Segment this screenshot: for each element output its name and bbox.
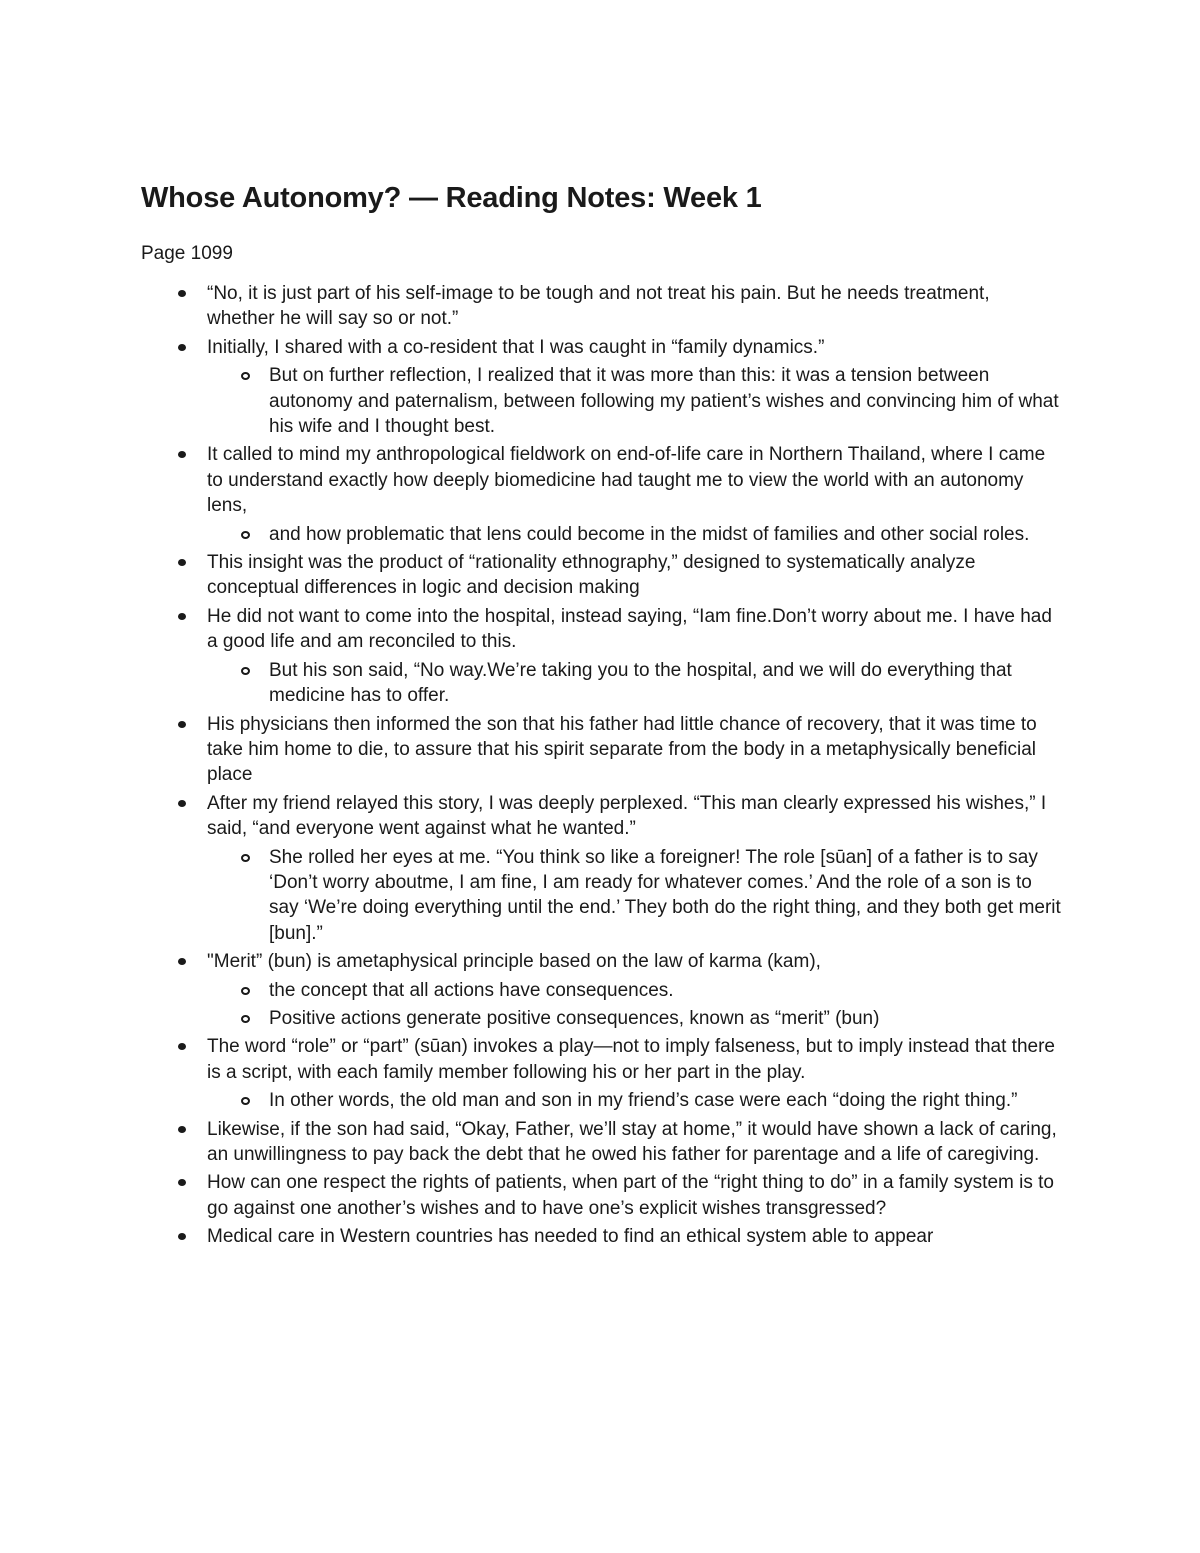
document-page — [141, 178, 1061, 1253]
sub-note-item: and how problematic that lens could become in the midst of families and other social roles. — [269, 522, 1061, 547]
note-text: Initially, I shared with a co-resident that I was caught in “family dynamics.” — [207, 336, 825, 358]
sub-note-item: the concept that all actions have consequences. — [269, 978, 1061, 1003]
sub-note-item: But on further reflection, I realized that it was more than this: it was a tension between autonomy and paternalism, between following my patient’s wishes and convincing him of what his wife and I thought best. — [269, 363, 1061, 439]
note-text: It called to mind my anthropological fieldwork on end-of-life care in Northern Thailand, where I came to understand exactly how deeply biomedicine had taught me to view the world with an autonomy lens, — [207, 444, 1046, 517]
note-item — [207, 712, 1061, 788]
page-number-label: Page 1099 — [141, 243, 233, 264]
note-text: After my friend relayed this story, I was deeply perplexed. “This man clearly expressed his wishes,” I said, “and everyone went against what he wanted.” — [207, 792, 1047, 840]
note-item — [207, 791, 1061, 946]
sub-note-list — [207, 522, 1061, 547]
note-item — [207, 949, 1061, 1031]
note-item — [207, 1117, 1061, 1168]
sub-note-list — [207, 363, 1061, 439]
note-text: Medical care in Western countries has needed to find an ethical system able to appear — [207, 1226, 934, 1248]
note-text: This insight was the product of “rationality ethnography,” designed to systematically analyze conceptual differences in logic and decision making — [207, 552, 976, 599]
note-text: "Merit” (bun) is ametaphysical principle based on the law of karma (kam), — [207, 951, 821, 973]
note-item — [207, 335, 1061, 440]
note-item — [207, 281, 1061, 332]
note-item — [207, 1034, 1061, 1113]
sub-note-list — [207, 658, 1061, 709]
sub-note-item: But his son said, “No way.We’re taking you to the hospital, and we will do everything that medicine has to offer. — [269, 658, 1061, 709]
sub-note-item: Positive actions generate positive consequences, known as “merit” (bun) — [269, 1006, 1061, 1031]
sub-note-list — [207, 845, 1061, 947]
note-item — [207, 550, 1061, 601]
note-text: Likewise, if the son had said, “Okay, Father, we’ll stay at home,” it would have shown a lack of caring, an unwillingness to pay back the debt that he owed his father for parentage and a life of caregiving. — [207, 1118, 1057, 1165]
note-item — [207, 442, 1061, 547]
reading-notes-list — [141, 281, 1061, 1250]
note-item — [207, 604, 1061, 709]
sub-note-list — [207, 978, 1061, 1032]
note-item — [207, 1224, 1061, 1249]
note-text: He did not want to come into the hospital, instead saying, “Iam fine.Don’t worry about me. I have had a good life and am reconciled to this. — [207, 605, 1052, 653]
document-title: Whose Autonomy? — Reading Notes: Week 1 — [141, 182, 762, 214]
note-text: “No, it is just part of his self-image to be tough and not treat his pain. But he needs treatment, whether he will say so or not.” — [207, 283, 990, 330]
sub-note-item: In other words, the old man and son in my friend’s case were each “doing the right thing.” — [269, 1088, 1061, 1113]
note-text: How can one respect the rights of patients, when part of the “right thing to do” in a family system is to go against one another’s wishes and to have one’s explicit wishes transgressed? — [207, 1172, 1054, 1219]
note-text: The word “role” or “part” (sūan) invokes a play—not to imply falseness, but to imply instead that there is a script, with each family member following his or her part in the play. — [207, 1036, 1055, 1083]
note-item — [207, 1170, 1061, 1221]
note-text: His physicians then informed the son that his father had little chance of recovery, that it was time to take him home to die, to assure that his spirit separate from the body in a metaphysically beneficial place — [207, 713, 1037, 786]
sub-note-list — [207, 1088, 1061, 1113]
sub-note-item: She rolled her eyes at me. “You think so like a foreigner! The role [sūan] of a father is to say ‘Don’t worry aboutme, I am fine, I am ready for whatever comes.’ And the role of a son is to say ‘We’re doing everything until the end.’ They both do the right thing, and they both get merit [bun].” — [269, 845, 1061, 947]
